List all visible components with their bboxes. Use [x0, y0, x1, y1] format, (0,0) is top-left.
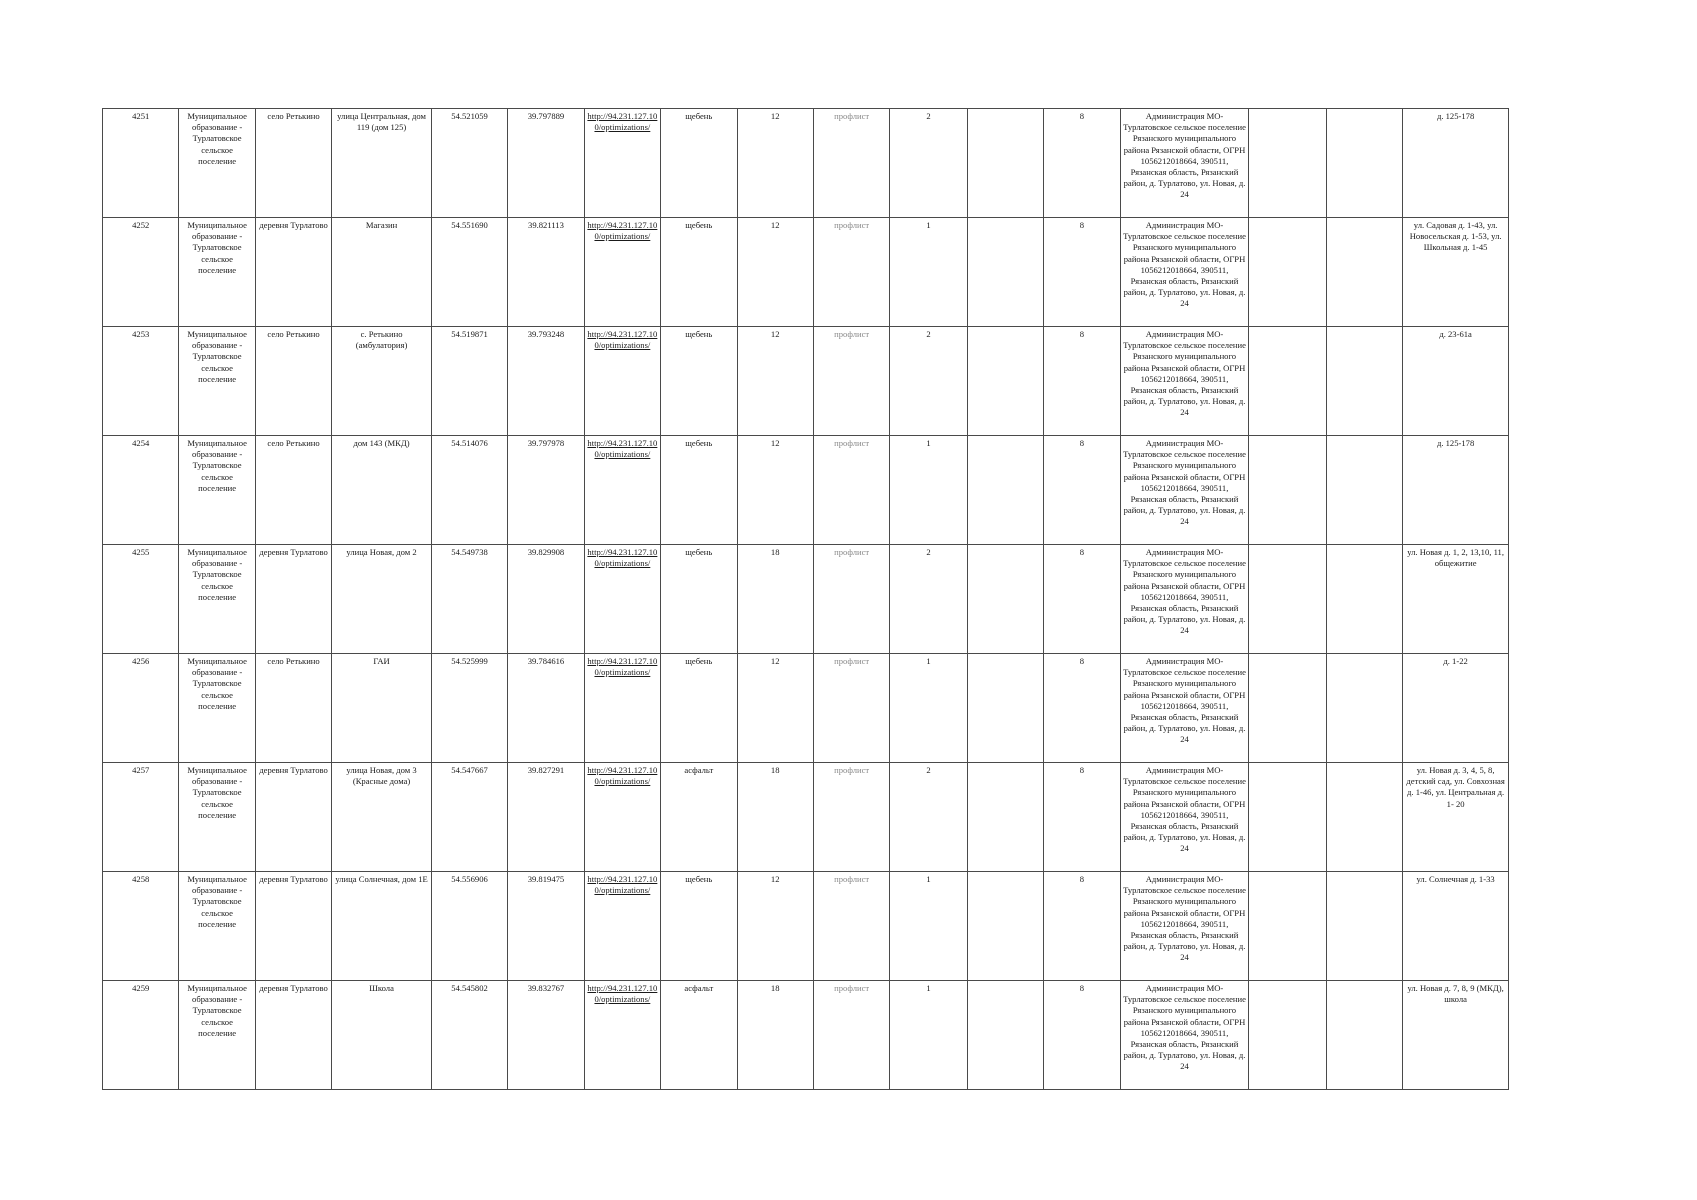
address-cell: дом 143 (МКД): [332, 436, 432, 545]
empty-cell: [1249, 436, 1326, 545]
settlement-cell: село Ретькино: [255, 109, 331, 218]
address-cell: Магазин: [332, 218, 432, 327]
container-count-cell: 2: [890, 763, 967, 872]
settlement-cell: деревня Турлатово: [255, 545, 331, 654]
settlement-cell: деревня Турлатово: [255, 218, 331, 327]
container-count-cell: 2: [890, 109, 967, 218]
container-count-cell: 1: [890, 218, 967, 327]
record-id-cell: 4255: [103, 545, 179, 654]
empty-cell: [1326, 327, 1402, 436]
empty-cell: [1326, 109, 1402, 218]
record-id-cell: 4256: [103, 654, 179, 763]
fence-type-cell: профлист: [813, 654, 889, 763]
waste-sources-cell: д. 1-22: [1403, 654, 1509, 763]
settlement-cell: деревня Турлатово: [255, 763, 331, 872]
map-link[interactable]: http://94.231.127.10 0/optimizations/: [584, 327, 660, 436]
settlement-cell: село Ретькино: [255, 327, 331, 436]
municipality-cell: Муниципальное образование - Турлатовское сельское поселение: [179, 436, 255, 545]
table-row: [103, 545, 1509, 654]
table-row: [103, 327, 1509, 436]
container-volume-cell: 8: [1044, 981, 1120, 1090]
owner-info-cell: Администрация МО-Турлатовское сельское поселение Рязанского муниципального района Рязанской области, ОГРН 1056212018664, 390511, Рязанская область, Рязанский район, д. Турлатово, ул. Новая, д. 24: [1120, 872, 1249, 981]
area-cell: 12: [737, 327, 813, 436]
address-cell: улица Центральная, дом 119 (дом 125): [332, 109, 432, 218]
waste-sources-cell: ул. Новая д. 7, 8, 9 (МКД), школа: [1403, 981, 1509, 1090]
area-cell: 18: [737, 763, 813, 872]
area-cell: 18: [737, 545, 813, 654]
municipality-cell: Муниципальное образование - Турлатовское сельское поселение: [179, 545, 255, 654]
map-link[interactable]: http://94.231.127.10 0/optimizations/: [584, 872, 660, 981]
address-cell: улица Солнечная, дом 1Е: [332, 872, 432, 981]
latitude-cell: 54.556906: [431, 872, 507, 981]
waste-sources-cell: д. 23-61а: [1403, 327, 1509, 436]
empty-cell: [1326, 218, 1402, 327]
empty-cell: [1326, 436, 1402, 545]
longitude-cell: 39.821113: [508, 218, 584, 327]
fence-type-cell: профлист: [813, 109, 889, 218]
surface-type-cell: асфальт: [661, 763, 737, 872]
map-link[interactable]: http://94.231.127.10 0/optimizations/: [584, 654, 660, 763]
waste-sources-cell: ул. Солнечная д. 1-33: [1403, 872, 1509, 981]
registry-table: [102, 108, 1509, 1090]
table-row: [103, 218, 1509, 327]
fence-type-cell: профлист: [813, 218, 889, 327]
container-volume-cell: 8: [1044, 436, 1120, 545]
surface-type-cell: асфальт: [661, 981, 737, 1090]
surface-type-cell: щебень: [661, 218, 737, 327]
table-row: [103, 872, 1509, 981]
latitude-cell: 54.551690: [431, 218, 507, 327]
longitude-cell: 39.827291: [508, 763, 584, 872]
municipality-cell: Муниципальное образование - Турлатовское сельское поселение: [179, 218, 255, 327]
owner-info-cell: Администрация МО-Турлатовское сельское поселение Рязанского муниципального района Рязанской области, ОГРН 1056212018664, 390511, Рязанская область, Рязанский район, д. Турлатово, ул. Новая, д. 24: [1120, 327, 1249, 436]
container-volume-cell: 8: [1044, 654, 1120, 763]
table-row: [103, 109, 1509, 218]
area-cell: 12: [737, 654, 813, 763]
owner-info-cell: Администрация МО-Турлатовское сельское поселение Рязанского муниципального района Рязанской области, ОГРН 1056212018664, 390511, Рязанская область, Рязанский район, д. Турлатово, ул. Новая, д. 24: [1120, 545, 1249, 654]
municipality-cell: Муниципальное образование - Турлатовское сельское поселение: [179, 763, 255, 872]
table-row: [103, 436, 1509, 545]
container-count-cell: 1: [890, 436, 967, 545]
owner-info-cell: Администрация МО-Турлатовское сельское поселение Рязанского муниципального района Рязанской области, ОГРН 1056212018664, 390511, Рязанская область, Рязанский район, д. Турлатово, ул. Новая, д. 24: [1120, 654, 1249, 763]
empty-cell: [1326, 545, 1402, 654]
empty-cell: [1249, 763, 1326, 872]
latitude-cell: 54.521059: [431, 109, 507, 218]
empty-cell: [1249, 654, 1326, 763]
address-cell: улица Новая, дом 2: [332, 545, 432, 654]
address-cell: Школа: [332, 981, 432, 1090]
map-link[interactable]: http://94.231.127.10 0/optimizations/: [584, 436, 660, 545]
container-volume-cell: 8: [1044, 109, 1120, 218]
container-volume-cell: 8: [1044, 327, 1120, 436]
fence-type-cell: профлист: [813, 327, 889, 436]
empty-cell: [1326, 872, 1402, 981]
table-row: [103, 763, 1509, 872]
record-id-cell: 4259: [103, 981, 179, 1090]
municipality-cell: Муниципальное образование - Турлатовское сельское поселение: [179, 872, 255, 981]
empty-cell: [1249, 218, 1326, 327]
container-volume-cell: 8: [1044, 545, 1120, 654]
surface-type-cell: щебень: [661, 109, 737, 218]
owner-info-cell: Администрация МО-Турлатовское сельское поселение Рязанского муниципального района Рязанской области, ОГРН 1056212018664, 390511, Рязанская область, Рязанский район, д. Турлатово, ул. Новая, д. 24: [1120, 436, 1249, 545]
latitude-cell: 54.519871: [431, 327, 507, 436]
settlement-cell: деревня Турлатово: [255, 981, 331, 1090]
longitude-cell: 39.797978: [508, 436, 584, 545]
waste-sources-cell: ул. Садовая д. 1-43, ул. Новосельская д. 1-53, ул. Школьная д. 1-45: [1403, 218, 1509, 327]
latitude-cell: 54.514076: [431, 436, 507, 545]
longitude-cell: 39.832767: [508, 981, 584, 1090]
empty-cell: [967, 763, 1043, 872]
latitude-cell: 54.545802: [431, 981, 507, 1090]
owner-info-cell: Администрация МО-Турлатовское сельское поселение Рязанского муниципального района Рязанской области, ОГРН 1056212018664, 390511, Рязанская область, Рязанский район, д. Турлатово, ул. Новая, д. 24: [1120, 981, 1249, 1090]
settlement-cell: село Ретькино: [255, 654, 331, 763]
latitude-cell: 54.525999: [431, 654, 507, 763]
container-count-cell: 2: [890, 327, 967, 436]
empty-cell: [967, 872, 1043, 981]
record-id-cell: 4253: [103, 327, 179, 436]
surface-type-cell: щебень: [661, 545, 737, 654]
container-volume-cell: 8: [1044, 218, 1120, 327]
empty-cell: [1249, 872, 1326, 981]
record-id-cell: 4254: [103, 436, 179, 545]
empty-cell: [967, 327, 1043, 436]
map-link[interactable]: http://94.231.127.10 0/optimizations/: [584, 981, 660, 1090]
empty-cell: [1249, 981, 1326, 1090]
empty-cell: [967, 545, 1043, 654]
owner-info-cell: Администрация МО-Турлатовское сельское поселение Рязанского муниципального района Рязанской области, ОГРН 1056212018664, 390511, Рязанская область, Рязанский район, д. Турлатово, ул. Новая, д. 24: [1120, 763, 1249, 872]
empty-cell: [967, 218, 1043, 327]
container-count-cell: 1: [890, 981, 967, 1090]
settlement-cell: деревня Турлатово: [255, 872, 331, 981]
longitude-cell: 39.829908: [508, 545, 584, 654]
empty-cell: [1326, 981, 1402, 1090]
map-link[interactable]: http://94.231.127.10 0/optimizations/: [584, 218, 660, 327]
empty-cell: [1249, 545, 1326, 654]
surface-type-cell: щебень: [661, 436, 737, 545]
table-row: [103, 981, 1509, 1090]
registry-table-body: [103, 109, 1509, 1090]
address-cell: с. Ретькино (амбулатория): [332, 327, 432, 436]
area-cell: 12: [737, 218, 813, 327]
empty-cell: [1249, 327, 1326, 436]
container-volume-cell: 8: [1044, 763, 1120, 872]
latitude-cell: 54.549738: [431, 545, 507, 654]
container-count-cell: 1: [890, 872, 967, 981]
longitude-cell: 39.784616: [508, 654, 584, 763]
municipality-cell: Муниципальное образование - Турлатовское сельское поселение: [179, 327, 255, 436]
address-cell: ГАИ: [332, 654, 432, 763]
fence-type-cell: профлист: [813, 545, 889, 654]
area-cell: 18: [737, 981, 813, 1090]
owner-info-cell: Администрация МО-Турлатовское сельское поселение Рязанского муниципального района Рязанской области, ОГРН 1056212018664, 390511, Рязанская область, Рязанский район, д. Турлатово, ул. Новая, д. 24: [1120, 218, 1249, 327]
empty-cell: [1326, 654, 1402, 763]
area-cell: 12: [737, 436, 813, 545]
empty-cell: [967, 109, 1043, 218]
empty-cell: [967, 654, 1043, 763]
empty-cell: [967, 981, 1043, 1090]
fence-type-cell: профлист: [813, 981, 889, 1090]
longitude-cell: 39.793248: [508, 327, 584, 436]
area-cell: 12: [737, 872, 813, 981]
surface-type-cell: щебень: [661, 654, 737, 763]
longitude-cell: 39.797889: [508, 109, 584, 218]
empty-cell: [967, 436, 1043, 545]
empty-cell: [1249, 109, 1326, 218]
latitude-cell: 54.547667: [431, 763, 507, 872]
record-id-cell: 4257: [103, 763, 179, 872]
owner-info-cell: Администрация МО-Турлатовское сельское поселение Рязанского муниципального района Рязанской области, ОГРН 1056212018664, 390511, Рязанская область, Рязанский район, д. Турлатово, ул. Новая, д. 24: [1120, 109, 1249, 218]
municipality-cell: Муниципальное образование - Турлатовское сельское поселение: [179, 654, 255, 763]
surface-type-cell: щебень: [661, 872, 737, 981]
municipality-cell: Муниципальное образование - Турлатовское сельское поселение: [179, 981, 255, 1090]
waste-sources-cell: ул. Новая д. 1, 2, 13,10, 11, общежитие: [1403, 545, 1509, 654]
record-id-cell: 4258: [103, 872, 179, 981]
container-count-cell: 1: [890, 654, 967, 763]
longitude-cell: 39.819475: [508, 872, 584, 981]
map-link[interactable]: http://94.231.127.10 0/optimizations/: [584, 545, 660, 654]
municipality-cell: Муниципальное образование - Турлатовское сельское поселение: [179, 109, 255, 218]
area-cell: 12: [737, 109, 813, 218]
container-volume-cell: 8: [1044, 872, 1120, 981]
waste-sources-cell: д. 125-178: [1403, 109, 1509, 218]
waste-sources-cell: ул. Новая д. 3, 4, 5, 8, детский сад, ул. Совхозная д. 1-46, ул. Центральная д. 1- 20: [1403, 763, 1509, 872]
fence-type-cell: профлист: [813, 763, 889, 872]
record-id-cell: 4251: [103, 109, 179, 218]
settlement-cell: село Ретькино: [255, 436, 331, 545]
table-row: [103, 654, 1509, 763]
surface-type-cell: щебень: [661, 327, 737, 436]
fence-type-cell: профлист: [813, 872, 889, 981]
map-link[interactable]: http://94.231.127.10 0/optimizations/: [584, 763, 660, 872]
empty-cell: [1326, 763, 1402, 872]
waste-sources-cell: д. 125-178: [1403, 436, 1509, 545]
map-link[interactable]: http://94.231.127.10 0/optimizations/: [584, 109, 660, 218]
container-count-cell: 2: [890, 545, 967, 654]
address-cell: улица Новая, дом 3 (Красные дома): [332, 763, 432, 872]
record-id-cell: 4252: [103, 218, 179, 327]
fence-type-cell: профлист: [813, 436, 889, 545]
